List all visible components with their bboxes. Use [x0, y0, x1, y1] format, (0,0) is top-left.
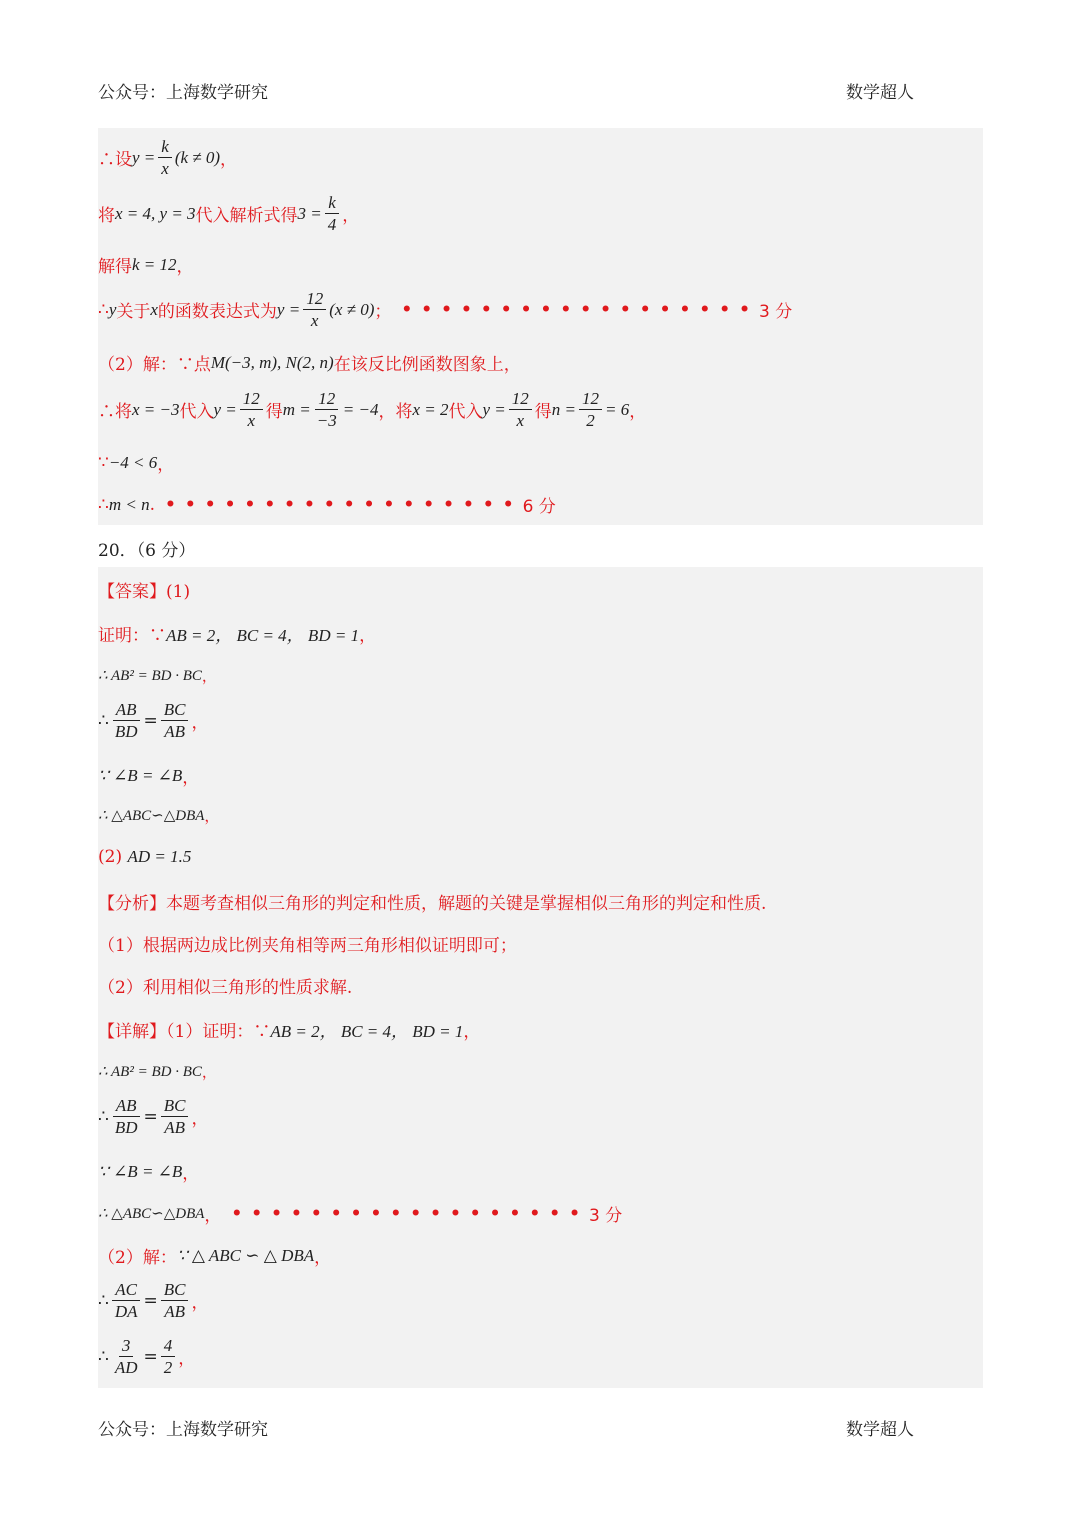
fraction: $\frac{BC}{AB}$ — [161, 699, 189, 743]
solution-line: 【详解】（1）证明：∵ AB = 2， BC = 4， BD = 1 ， — [98, 1022, 481, 1042]
analysis-line: （1）根据两边成比例夹角相等两三角形相似证明即可； — [98, 936, 517, 956]
solution-panel-20 — [98, 567, 983, 1388]
answer-label: 【答案】(1) — [98, 582, 191, 602]
question-heading: 20．（6 分） — [98, 541, 196, 561]
fraction: $\frac{AB}{BD}$ — [112, 1095, 141, 1139]
fraction: $\frac{12}{-3}$ — [316, 389, 337, 431]
solution-line: ∴ $\frac{AB}{BD}$ = $\frac{BC}{AB}$ ， — [98, 1096, 209, 1138]
fraction: $\frac{12}{2}$ — [579, 388, 602, 432]
fraction: $\frac{12}{x}$ — [303, 288, 326, 332]
fraction: $\frac{3}{AD}$ — [114, 1336, 138, 1378]
solution-line: (2) AD = 1.5 — [98, 847, 192, 867]
fraction: $\frac{BC}{AB}$ — [161, 1095, 189, 1139]
solution-line: ∴ △ABC∽△DBA ， •••••••••••••••••• 3 分 — [98, 1201, 622, 1226]
solution-line: ∴ $\frac{AC}{DA}$ = $\frac{BC}{AB}$ ， — [98, 1280, 209, 1322]
solution-line: ∴ m < n . •••••••••••••••••• 6 分 — [98, 492, 556, 517]
solution-line: ∵ −4 < 6 ， — [98, 452, 175, 475]
solution-line: ∴ △ABC∽△DBA ， — [98, 807, 220, 825]
page-footer — [98, 1415, 914, 1440]
solution-line: （2）解：∵点 M(−3, m), N(2, n) 在该反比例函数图象上， — [98, 352, 521, 375]
solution-line: ∴ y 关于 x 的函数表达式为 y = $\frac{12}{x}$ (x ≠ 0) ； •••••••••••••••••• 3 分 — [98, 289, 793, 331]
fraction: $\frac{12}{x}$ — [509, 388, 532, 432]
analysis-line: 【分析】本题考查相似三角形的判定和性质，解题的关键是掌握相似三角形的判定和性质. — [98, 894, 767, 914]
solution-line: ∴ AB² = BD · BC ， — [98, 1063, 217, 1081]
solution-line: ∵ ∠B = ∠B ， — [98, 765, 200, 788]
score-label: 3 分 — [589, 1206, 623, 1226]
solution-line: 证明：∵ AB = 2， BC = 4， BD = 1 ， — [98, 626, 377, 646]
score-dots: •••••••••••••••••• — [401, 299, 759, 320]
fraction: $\frac{4}{2}$ — [161, 1335, 176, 1379]
fraction: $\frac{BC}{AB}$ — [161, 1279, 189, 1323]
solution-line: ∴将 x = −3 代入 y = $\frac{12}{x}$ 得 m = $\frac{12}{-3}$ = −4 ，将 x = 2 代入 y = $\frac{12}{x}$ 得 n = $\frac{12}{2}$ = 6 ， — [98, 389, 647, 431]
solution-line: ∴ $\frac{AB}{BD}$ = $\frac{BC}{AB}$ ， — [98, 700, 209, 742]
fraction: $\frac{k}{x}$ — [158, 136, 172, 180]
footer-right: 数学超人 — [846, 1420, 914, 1440]
header-left: 公众号：上海数学研究 — [98, 83, 268, 103]
solution-line: （2）解： ∵ △ ABC ∽ △ DBA ， — [98, 1245, 332, 1268]
score-label: 3 分 — [759, 302, 793, 323]
solution-panel-19 — [98, 128, 983, 525]
solution-line: 解得 k = 12 ， — [98, 254, 194, 277]
solution-line: ∴ $\frac{3}{AD}$ = $\frac{4}{2}$ ， — [98, 1336, 196, 1378]
solution-line: ∴ AB² = BD · BC ， — [98, 667, 217, 685]
fraction: $\frac{AC}{DA}$ — [112, 1279, 141, 1323]
solution-line: ∵ ∠B = ∠B ， — [98, 1161, 200, 1184]
fraction: $\frac{k}{4}$ — [325, 192, 340, 236]
score-dots: •••••••••••••••••• — [164, 494, 523, 515]
page-header — [98, 78, 914, 103]
score-label: 6 分 — [522, 497, 556, 517]
fraction: $\frac{AB}{BD}$ — [112, 699, 141, 743]
analysis-line: （2）利用相似三角形的性质求解. — [98, 978, 353, 998]
footer-left: 公众号：上海数学研究 — [98, 1420, 268, 1440]
solution-line: ∴设 y = $\frac{k}{x}$ (k ≠ 0) ， — [98, 137, 238, 179]
header-right: 数学超人 — [846, 83, 914, 103]
score-dots: •••••••••••••••••• — [231, 1203, 590, 1224]
fraction: $\frac{12}{x}$ — [240, 388, 263, 432]
solution-line: 将 x = 4, y = 3 代入解析式得 3 = $\frac{k}{4}$ ， — [98, 193, 360, 235]
